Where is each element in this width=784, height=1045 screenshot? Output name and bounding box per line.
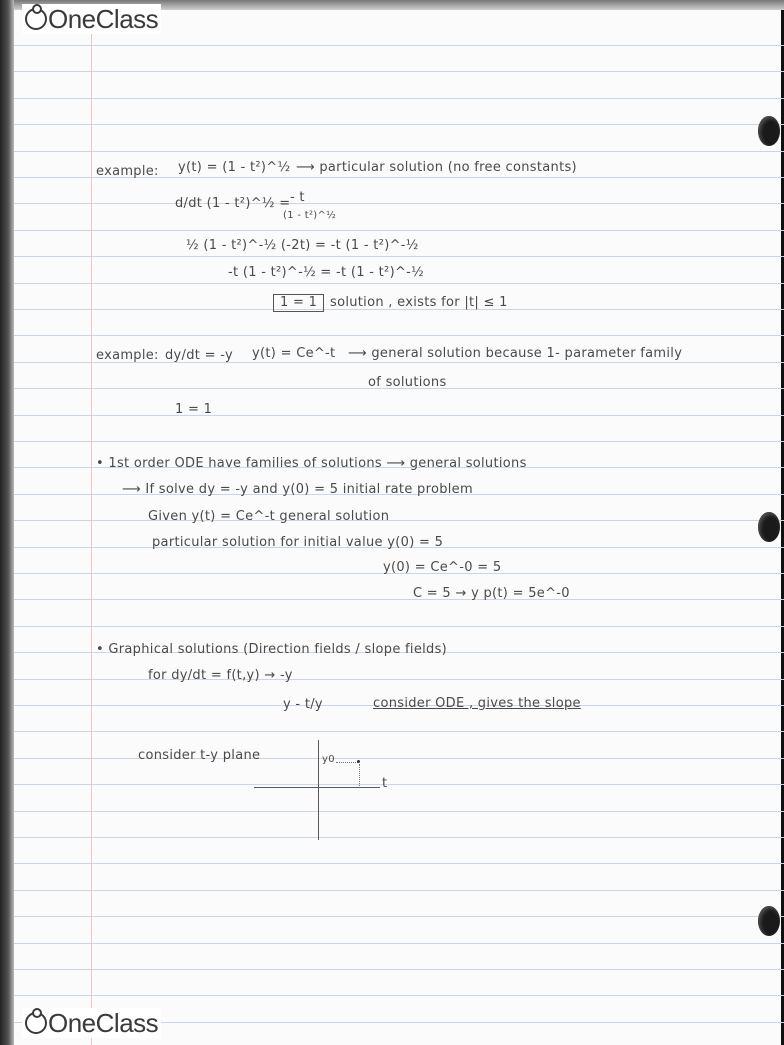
ex2-check: 1 = 1 (175, 402, 213, 417)
y0-label: y0 (322, 754, 335, 765)
ruled-line (14, 45, 784, 46)
t0-guide (359, 764, 360, 786)
ruled-line (14, 256, 784, 257)
ruled-line (14, 415, 784, 416)
binder-hole-bottom (758, 906, 780, 936)
bullet1-line3: Given y(t) = Ce^-t general solution (148, 509, 390, 524)
binder-hole-middle (758, 512, 780, 542)
ruled-line (14, 599, 784, 600)
t-axis (254, 787, 380, 788)
ruled-line (14, 335, 784, 336)
ex2-solution: y(t) = Ce^-t (252, 346, 336, 361)
ruled-line (14, 230, 784, 231)
ruled-line (14, 203, 784, 204)
ex1-derivative-lhs: d/dt (1 - t²)^½ = (175, 196, 291, 211)
ruled-line (14, 784, 784, 785)
ruled-line (14, 98, 784, 99)
ex2-continuation: of solutions (368, 375, 447, 390)
ex1-derivative-numerator: - t (290, 190, 305, 205)
ex1-step2: -t (1 - t²)^-½ = -t (1 - t²)^-½ (228, 265, 425, 280)
ex1-equation: y(t) = (1 - t²)^½ (178, 160, 291, 175)
ex1-step1: ½ (1 - t²)^-½ (-2t) = -t (1 - t²)^-½ (186, 238, 419, 253)
ruled-line (14, 943, 784, 944)
logo-icon (25, 8, 47, 30)
ruled-line (14, 151, 784, 152)
bullet1-line1: • 1st order ODE have families of solutions ⟶ general solutions (96, 456, 527, 471)
initial-point (357, 760, 360, 763)
ex1-arrow-note: ⟶ particular solution (no free constants) (296, 160, 577, 175)
ruled-line (14, 969, 784, 970)
ex1-solution-note: solution , exists for |t| ≤ 1 (330, 295, 508, 310)
ruled-line (14, 283, 784, 284)
logo-text: OneClass (48, 4, 159, 34)
ruled-line (14, 520, 784, 521)
ruled-line (14, 758, 784, 759)
logo-icon (25, 1012, 47, 1034)
ruled-line (14, 995, 784, 996)
ruled-line (14, 916, 784, 917)
t-axis-label: t (382, 776, 388, 791)
bullet1-line6: C = 5 → y p(t) = 5e^-0 (413, 586, 570, 601)
bullet2-line2: for dy/dt = f(t,y) → -y (148, 668, 293, 683)
ex2-arrow-note: ⟶ general solution because 1- parameter family (348, 346, 683, 361)
ruled-line (14, 731, 784, 732)
bullet2-plane-label: consider t-y plane (138, 748, 261, 763)
ruled-line (14, 811, 784, 812)
oneclass-logo-top (22, 4, 161, 34)
margin-line (91, 10, 92, 1045)
bullet2-line1: • Graphical solutions (Direction fields / slope fields) (96, 642, 448, 657)
ex1-label: example: (96, 164, 159, 179)
ruled-line (14, 71, 784, 72)
bullet1-line4: particular solution for initial value y(0) = 5 (152, 535, 444, 550)
page-left-edge (0, 0, 14, 1045)
ruled-line (14, 863, 784, 864)
ruled-line (14, 837, 784, 838)
y0-guide (336, 762, 358, 763)
y-axis (318, 740, 319, 840)
binder-hole-top (758, 116, 780, 146)
bullet1-line5: y(0) = Ce^-0 = 5 (383, 560, 502, 575)
bullet1-line2: ⟶ If solve dy = -y and y(0) = 5 initial rate problem (122, 482, 473, 497)
bullet2-line3: y - t/y (283, 697, 323, 712)
ruled-line (14, 890, 784, 891)
ex2-equation: dy/dt = -y (165, 348, 233, 363)
ruled-line (14, 626, 784, 627)
bullet2-underlined-note: consider ODE , gives the slope (373, 696, 581, 711)
ex1-derivative-denominator: (1 - t²)^½ (283, 210, 337, 221)
ruled-line (14, 441, 784, 442)
oneclass-logo-bottom (22, 1008, 161, 1038)
logo-text: OneClass (48, 1008, 159, 1038)
ex2-label: example: (96, 348, 159, 363)
ruled-line (14, 124, 784, 125)
ruled-line (14, 679, 784, 680)
ex1-boxed-identity: 1 = 1 (273, 294, 324, 312)
